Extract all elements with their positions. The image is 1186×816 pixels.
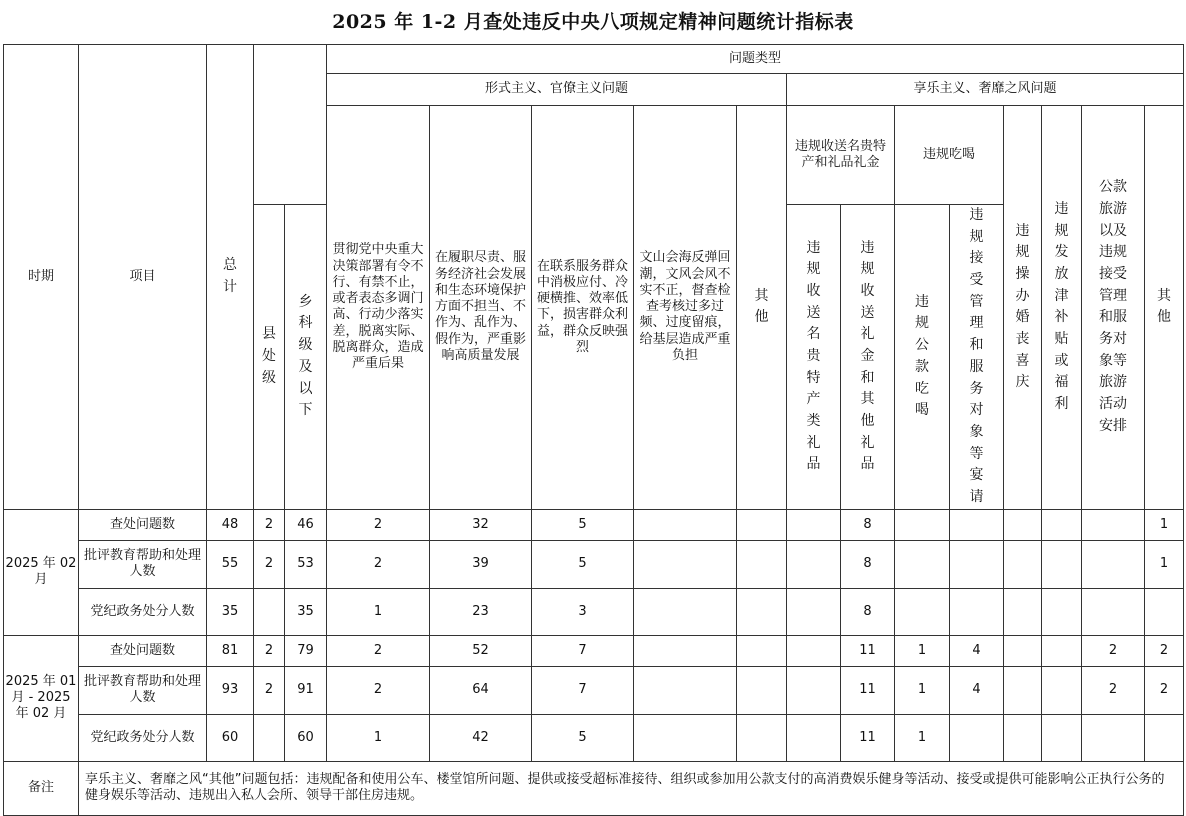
header-item: 项目 [79,45,207,510]
table-row [4,588,1184,635]
cell-formalism-2: 23 [430,588,532,635]
header-subsidies [1042,106,1082,510]
header-gifts-a [787,205,841,510]
cell-hedonism-other: 1 [1145,509,1184,540]
row-item: 批评教育帮助和处理人数 [79,666,207,714]
table-row [4,635,1184,666]
header-dining-b [950,205,1004,510]
header-formalism-4: 文山会海反弹回潮，文风会风不实不正，督查检查考核过多过频、过度留痕，给基层造成严重负担 [634,106,737,510]
header-subsidies-text: 违规发放津补贴或福利 [1054,200,1069,413]
cell-travel: 2 [1082,666,1145,714]
statistics-table [3,44,1184,816]
cell-township: 35 [285,588,327,635]
cell-county: 2 [254,540,285,588]
cell-formalism-1: 2 [327,635,430,666]
header-dining-a [895,205,950,510]
cell-county [254,714,285,761]
row-item: 查处问题数 [79,509,207,540]
cell-formalism-2: 39 [430,540,532,588]
cell-formalism-1: 2 [327,509,430,540]
header-formalism: 形式主义、官僚主义问题 [327,74,787,106]
cell-formalism-other [737,588,787,635]
cell-formalism-3: 5 [532,714,634,761]
header-hedonism-other-text: 其他 [1156,287,1171,326]
cell-formalism-4 [634,540,737,588]
cell-dining-a: 1 [895,666,950,714]
header-dining-a-text: 违规公款吃喝 [914,293,929,419]
cell-subsidies [1042,509,1082,540]
cell-county [254,588,285,635]
cell-gifts-b: 8 [841,588,895,635]
cell-hedonism-other [1145,588,1184,635]
cell-hedonism-other: 2 [1145,666,1184,714]
cell-gifts-b: 11 [841,635,895,666]
cell-formalism-other [737,540,787,588]
header-gifts: 违规收送名贵特产和礼品礼金 [787,106,895,205]
header-formalism-1: 贯彻党中央重大决策部署有令不行、有禁不止，或者表态多调门高、行动少落实差，脱离实际、脱离群众，造成严重后果 [327,106,430,510]
cell-weddings [1004,714,1042,761]
header-county-text: 县处级 [261,326,276,386]
cell-gifts-a [787,635,841,666]
page-title: 2025 年 1-2 月查处违反中央八项规定精神问题统计指标表 [332,11,854,33]
cell-weddings [1004,666,1042,714]
cell-total: 93 [207,666,254,714]
cell-gifts-b: 11 [841,666,895,714]
header-gifts-a-text: 违规收送名贵特产类礼品 [806,239,821,473]
cell-township: 46 [285,509,327,540]
cell-total: 48 [207,509,254,540]
cell-county: 2 [254,666,285,714]
cell-formalism-1: 2 [327,666,430,714]
header-total-text: 总计 [222,257,237,295]
cell-township: 60 [285,714,327,761]
header-dining: 违规吃喝 [895,106,1004,205]
header-total [207,45,254,510]
header-hedonism: 享乐主义、奢靡之风问题 [787,74,1184,106]
cell-formalism-other [737,714,787,761]
cell-total: 55 [207,540,254,588]
cell-dining-b: 4 [950,635,1004,666]
cell-travel [1082,588,1145,635]
cell-formalism-2: 64 [430,666,532,714]
cell-subsidies [1042,540,1082,588]
cell-formalism-4 [634,714,737,761]
cell-dining-b [950,540,1004,588]
cell-formalism-other [737,635,787,666]
cell-formalism-3: 5 [532,509,634,540]
cell-hedonism-other: 2 [1145,635,1184,666]
header-formalism-other-text: 其他 [754,287,769,326]
header-weddings [1004,106,1042,510]
cell-gifts-a [787,588,841,635]
cell-dining-b [950,714,1004,761]
cell-gifts-b: 8 [841,509,895,540]
header-travel [1082,106,1145,510]
table-row [4,540,1184,588]
cell-gifts-a [787,509,841,540]
cell-dining-a: 1 [895,635,950,666]
cell-dining-b: 4 [950,666,1004,714]
header-hedonism-other [1145,106,1184,510]
cell-dining-a: 1 [895,714,950,761]
cell-formalism-4 [634,588,737,635]
cell-township: 53 [285,540,327,588]
cell-formalism-3: 5 [532,540,634,588]
table-row [4,666,1184,714]
header-period: 时期 [4,45,79,510]
note-text: 享乐主义、奢靡之风“其他”问题包括：违规配备和使用公车、楼堂馆所问题、提供或接受超标准接待、组织或参加用公款支付的高消费娱乐健身等活动、接受或提供可能影响公正执行公务的健身娱乐等活动、违规出入私人会所、领导干部住房违规。 [79,761,1184,815]
cell-subsidies [1042,666,1082,714]
cell-weddings [1004,540,1042,588]
cell-gifts-a [787,666,841,714]
cell-formalism-4 [634,666,737,714]
cell-weddings [1004,588,1042,635]
note-label: 备注 [4,761,79,815]
cell-dining-a [895,588,950,635]
note-row [4,761,1184,815]
cell-formalism-3: 3 [532,588,634,635]
header-formalism-other [737,106,787,510]
cell-formalism-1: 1 [327,588,430,635]
cell-total: 60 [207,714,254,761]
cell-subsidies [1042,588,1082,635]
cell-formalism-1: 1 [327,714,430,761]
cell-formalism-4 [634,635,737,666]
cell-travel [1082,540,1145,588]
cell-subsidies [1042,635,1082,666]
cell-county: 2 [254,509,285,540]
cell-travel [1082,714,1145,761]
cell-township: 91 [285,666,327,714]
cell-subsidies [1042,714,1082,761]
cell-formalism-2: 32 [430,509,532,540]
period-label: 2025 年 02 月 [4,509,79,635]
row-item: 批评教育帮助和处理人数 [79,540,207,588]
header-weddings-text: 违规操办婚丧喜庆 [1015,222,1030,391]
header-problem-types: 问题类型 [327,45,1184,74]
cell-county: 2 [254,635,285,666]
header-township-text: 乡科级及以下 [298,293,313,419]
cell-formalism-4 [634,509,737,540]
cell-formalism-2: 52 [430,635,532,666]
cell-formalism-1: 2 [327,540,430,588]
cell-gifts-b: 8 [841,540,895,588]
header-formalism-3: 在联系服务群众中消极应付、冷硬横推、效率低下，损害群众利益，群众反映强烈 [532,106,634,510]
header-formalism-2: 在履职尽责、服务经济社会发展和生态环境保护方面不担当、不作为、乱作为、假作为，严重影响高质量发展 [430,106,532,510]
cell-total: 81 [207,635,254,666]
header-level-blank [254,45,327,205]
table-row [4,714,1184,761]
cell-dining-b [950,509,1004,540]
header-township [285,205,327,510]
header-county [254,205,285,510]
cell-formalism-other [737,509,787,540]
cell-formalism-other [737,666,787,714]
cell-dining-a [895,540,950,588]
header-gifts-b-text: 违规收送礼金和其他礼品 [860,239,875,473]
header-gifts-b [841,205,895,510]
cell-gifts-b: 11 [841,714,895,761]
cell-formalism-3: 7 [532,635,634,666]
row-item: 党纪政务处分人数 [79,714,207,761]
cell-total: 35 [207,588,254,635]
table-row [4,509,1184,540]
cell-gifts-a [787,540,841,588]
header-dining-b-text: 违规接受管理和服务对象等宴请 [969,207,984,505]
cell-formalism-2: 42 [430,714,532,761]
cell-gifts-a [787,714,841,761]
cell-weddings [1004,635,1042,666]
cell-travel: 2 [1082,635,1145,666]
cell-hedonism-other: 1 [1145,540,1184,588]
cell-travel [1082,509,1145,540]
cell-township: 79 [285,635,327,666]
cell-weddings [1004,509,1042,540]
cell-formalism-3: 7 [532,666,634,714]
period-label: 2025 年 01 月 - 2025 年 02 月 [4,635,79,761]
header-travel-text: 公款旅游以及违规接受管理和服务对象等旅游活动安排 [1099,179,1127,434]
cell-hedonism-other [1145,714,1184,761]
cell-dining-a [895,509,950,540]
cell-dining-b [950,588,1004,635]
row-item: 查处问题数 [79,635,207,666]
row-item: 党纪政务处分人数 [79,588,207,635]
